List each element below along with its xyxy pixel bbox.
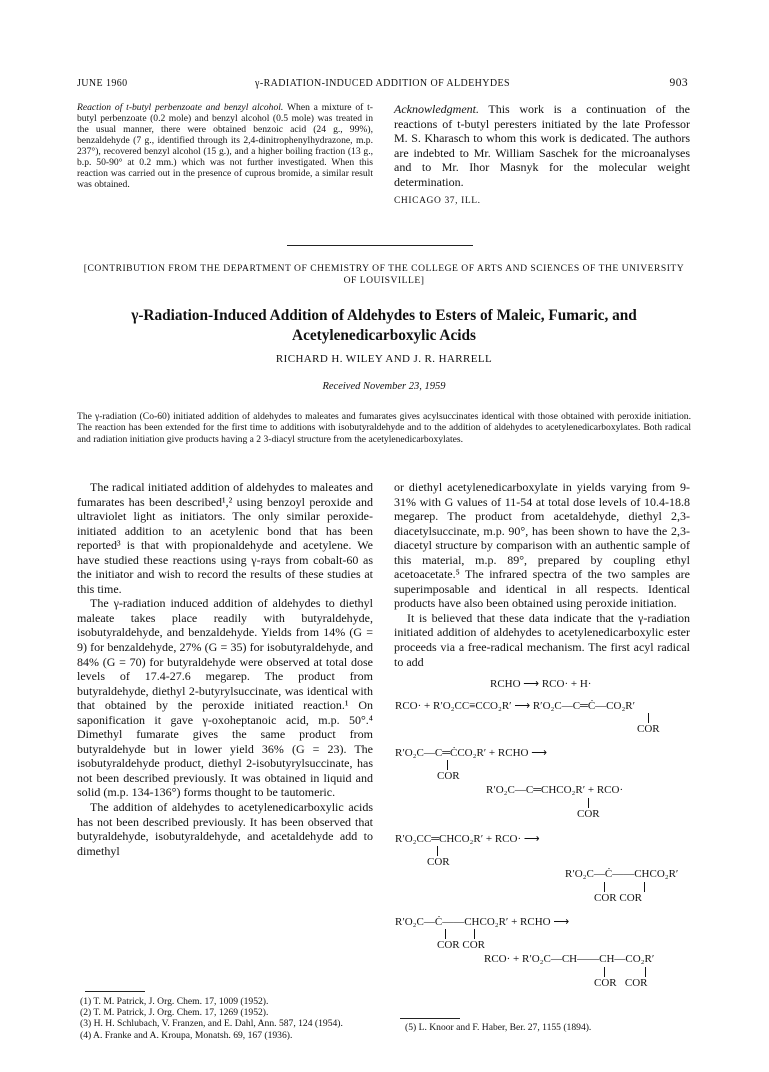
acknowledgment-heading: Acknowledgment.: [394, 102, 479, 116]
article-title: [77, 306, 691, 346]
equation-5-product: RCO· + R′O₂C—CH——CH—CO₂R′: [484, 953, 655, 965]
article-title-line-1: γ-Radiation-Induced Addition of Aldehydes to Esters of Maleic, Fumaric, and: [131, 307, 637, 324]
body-left-column: [77, 480, 373, 858]
paragraph: The addition of aldehydes to acetylenedicarboxylic acids has not been described previously. It has been observed that butyraldehyde, isobutyraldehyde, and acetaldehyde add to dimethyl: [77, 800, 373, 858]
bond-line: [648, 713, 649, 723]
footnote: (4) A. Franke and A. Kroupa, Monatsh. 69, 167 (1936).: [80, 1029, 293, 1041]
previous-article-experimental: [77, 102, 373, 190]
equation-1: RCHO ⟶ RCO· + H·: [490, 678, 592, 690]
previous-article-acknowledgment: [394, 102, 690, 209]
header-running-title: γ-RADIATION-INDUCED ADDITION OF ALDEHYDES: [255, 78, 510, 89]
bond-line: [604, 882, 605, 892]
received-date: Received November 23, 1959: [322, 381, 446, 392]
footnotes-left: [80, 996, 374, 1041]
bond-line: [474, 929, 475, 939]
equation-5: R′O₂C—Ċ——CHCO₂R′ + RCHO ⟶: [395, 916, 570, 928]
paragraph: The γ-radiation induced addition of aldehydes to diethyl maleate takes place readily with butyraldehyde, isobutyraldehyde, and benzaldehyde. Yields from 14% (G = 9) for benzaldehyde, 27% (G = 35) for isobutyraldehyde, and 84% (G = 70) for butyraldehyde were observed at total dose levels of 17.4-27.6 megarep. The product from butyraldehyde, diethyl 2-butyrylsuccinate, was identical with that obtained by the peroxide initiated reaction.¹ On saponification it gave γ-oxoheptanoic acid, m.p. 50°.⁴ Dimethyl fumarate gives the same product from butyraldehyde but in lower yield 36% (G = 23). The isobutyraldehyde product, diethyl 2-isobutyrylsuccinate, has not been described previously. It was obtained in liquid and solid (m.p. 134-136°) forms thought to be tautomeric.: [77, 596, 373, 800]
article-title-line-2: Acetylenedicarboxylic Acids: [292, 327, 476, 344]
bond-line: [588, 798, 589, 808]
bond-line: [645, 967, 646, 977]
bond-line: [644, 882, 645, 892]
equation-2-substituent: COR: [637, 723, 660, 735]
body-right-column: [394, 480, 690, 669]
bond-line: [437, 846, 438, 856]
equation-3-substituent: COR: [437, 770, 460, 782]
paragraph: or diethyl acetylenedicarboxylate in yields varying from 9-31% with G values of 11-54 at total dose levels of 10.4-18.8 megarep. The product from acetaldehyde, diethyl 2,3-diacetylsuccinate, m.p. 90°, has been shown to have the 2,3-diacetyl structure by comparison with an authentic sample of this material, m.p. 89°, prepared by coupling ethyl acetoacetate.⁵ The infrared spectra of the two samples are superimposable and identical in all respects. Identical products have also been obtained using peroxide initiation.: [394, 480, 690, 611]
bond-line: [604, 967, 605, 977]
section-divider: [287, 245, 473, 246]
paragraph: The radical initiated addition of aldehydes to maleates and fumarates has been described¹,² using benzoyl peroxide and ultraviolet light as initiators. The only similar peroxide-initiated addition to an acetylenic bond that has been reported³ is that with propionaldehyde and acetylene. We have studied these reactions using γ-rays from cobalt-60 as the initiator and wish to record the results of these studies at this time.: [77, 480, 373, 596]
equation-4-product: R′O₂C—Ċ——CHCO₂R′: [565, 868, 679, 880]
article-authors: RICHARD H. WILEY AND J. R. HARRELL: [275, 353, 493, 365]
equation-4: R′O₂CC═CHCO₂R′ + RCO· ⟶: [395, 833, 540, 845]
equation-3: R′O₂C—C═ĊCO₂R′ + RCHO ⟶: [395, 747, 547, 759]
bond-line: [445, 929, 446, 939]
experimental-subtitle: Reaction of t-butyl perbenzoate and benzyl alcohol.: [77, 102, 284, 113]
running-header: [77, 78, 688, 92]
experimental-text: When a mixture of t-butyl perbenzoate (0.2 mole) and benzyl alcohol (0.5 mole) was treated in the usual manner, there were obtained benzoic acid (24 g., 99%), benzaldehyde (7 g., identified through its 2,4-dinitrophenylhydrazone, m.p. 237°), recovered benzyl alcohol (15 g.), and a higher boiling fraction (13 g., b.p. 50-90° at 0.2 mm.) which was not further investigated. When this reaction was carried out in the presence of cuprous bromide, a similar result was obtained.: [77, 102, 373, 190]
equation-4-substituent: COR: [427, 856, 450, 868]
footnote: (2) T. M. Patrick, J. Org. Chem. 17, 1269 (1952).: [80, 1007, 269, 1019]
acknowledgment-text: This work is a continuation of the reactions of t-butyl peresters initiated by the late Professor M. S. Kharasch to whom this work is dedicated. The authors are indebted to Mr. William Saschek for the microanalyses and to Mr. Ihor Masnyk for the molecular weight determination.: [394, 102, 690, 189]
footnote: (3) H. H. Schlubach, V. Franzen, and E. Dahl, Ann. 587, 124 (1954).: [80, 1018, 343, 1030]
bond-line: [447, 760, 448, 770]
paragraph: It is believed that these data indicate that the γ-radiation initiated addition of aldehydes to acetylenedicarboxylic ester proceeds via a free-radical mechanism. The first acyl radical to add: [394, 610, 690, 669]
footnote-right: (5) L. Knoor and F. Haber, Ber. 27, 1155 (1894).: [405, 1022, 592, 1033]
footnote: (1) T. M. Patrick, J. Org. Chem. 17, 1009 (1952).: [80, 996, 269, 1007]
page-number: 903: [669, 77, 688, 89]
equation-5-substituents: COR COR: [437, 939, 485, 951]
affiliation-place: CHICAGO 37, ILL.: [394, 196, 481, 206]
equation-4-product-substituents: COR COR: [594, 892, 642, 904]
article-abstract: The γ-radiation (Co-60) initiated addition of aldehydes to maleates and fumarates gives acylsuccinates identical with those obtained with peroxide initiation. The reaction has been extended for the first time to additions with isobutyraldehyde and to the addition of aldehydes to acetylenedicarboxylates. Both radical and radiation initiation give products having a 2 3-diacyl structure from the acetylenedicarboxylates.: [77, 411, 691, 445]
equation-5-product-substituents: COR COR: [594, 977, 648, 989]
contribution-line: [CONTRIBUTION FROM THE DEPARTMENT OF CHEMISTRY OF THE COLLEGE OF ARTS AND SCIENCES OF THE UNIVERSITY OF LOUISVILLE]: [83, 263, 685, 286]
equation-3-product: R′O₂C—C═CHCO₂R′ + RCO·: [486, 784, 624, 796]
footnote-rule-left: [85, 991, 145, 992]
header-date: JUNE 1960: [77, 78, 128, 89]
equation-3-product-substituent: COR: [577, 808, 600, 820]
footnote-rule-right: [400, 1018, 460, 1019]
equation-2: RCO· + R′O₂CC≡CCO₂R′ ⟶ R′O₂C—C═Ċ—CO₂R′: [395, 700, 636, 712]
